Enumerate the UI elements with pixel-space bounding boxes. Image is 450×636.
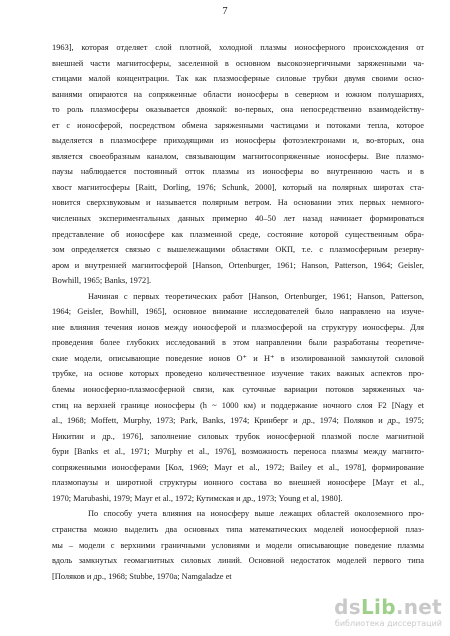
page-number: 7 xyxy=(222,6,228,17)
text-line: 1970; Marubashi, 1979; Mayr et al., 1972; Кутимская и др., 1973; Young et al, 1980]. xyxy=(52,493,343,503)
text-line: По способу учета влияния на ионосферу выше лежащих областей околоземного про- xyxy=(88,509,424,519)
text-line: проведения более глубоких исследований в этом направлении были разработаны теоретиче- xyxy=(52,338,424,348)
watermark-brand xyxy=(302,596,442,618)
text-line: является своеобразным каналом, связывающим магнитосопряженные ионосферы. Вне плазмо- xyxy=(52,151,424,161)
text-line: странства можно выделить два основных типа математических моделей ионосферной плаз- xyxy=(52,524,424,534)
text-line: ет с ионосферой, посредством обмена заряженными частицами и потоками тепла, которое xyxy=(52,120,424,130)
watermark-brand-suffix: .net xyxy=(395,595,442,619)
text-line: то роль плазмосферы оказывается двоякой: во-первых, она непосредственно взаимодейству- xyxy=(52,105,424,115)
text-line: 1963], которая отделяет слой плотной, холодной плазмы ионосферного происхождения от xyxy=(52,43,424,52)
text-line: плазмопаузы и широтной структуры ионного состава во внешней ионосфере [Mayr et al., xyxy=(52,478,424,488)
text-line: al., 1968; Moffett, Murphy, 1973; Park, Banks, 1974; Кринберг и др., 1974; Поляков и др., 1975; xyxy=(52,416,424,426)
text-line: Начиная с первых теоретических работ [Hanson, Ortenburger, 1961; Hanson, Patterson, xyxy=(88,291,424,301)
text-line: зом определяется связью с вышележащими областями ОКП, т.е. с плазмосферным резерву- xyxy=(52,245,424,255)
text-line: блемы ионосферно-плазмосферной связи, как суточные вариации потоков заряженных ча- xyxy=(52,385,424,395)
watermark-brand-prefix: ds xyxy=(334,595,361,619)
text-line: стицами малой концентрации. Так как плазмосферные силовые трубки двумя своими осно- xyxy=(52,74,424,84)
text-line: внешней части магнитосферы, заселенной в основном высокоэнергичными заряженными ча- xyxy=(52,58,424,68)
text-line: вдоль замкнутых геомагнитных силовых линий. Основной недостаток моделей первого типа xyxy=(52,556,424,566)
text-line: Bowhill, 1965; Banks, 1972]. xyxy=(52,276,152,286)
text-line: мы – модели с верхними граничными условиями и модели описывающие поведение плазмы xyxy=(52,540,424,550)
text-line: выделяется в плазмосфере приходящими из ионосферы фотоэлектронами и, во-вторых, она xyxy=(52,136,424,146)
dslib-watermark-logo xyxy=(302,596,442,632)
watermark-subtitle: библиотека диссертаций xyxy=(334,619,442,628)
text-line: ские модели, описывающие поведение ионов O⁺ и H⁺ в изолированной замкнутой силовой xyxy=(52,353,424,363)
body-text xyxy=(52,40,424,584)
text-line: аром и внутренней магнитосферой [Hanson, Ortenburger, 1961; Hanson, Patterson, 1964; Geisler, xyxy=(52,260,424,270)
text-line: стиц на верхней границе ионосферы (h ~ 1000 км) и поддержание ночного слоя F2 [Nagy et xyxy=(52,400,424,410)
text-line: представление об ионосфере как плазменной среде, состояние которой существенным обра- xyxy=(52,229,424,239)
text-line: новится сверхзвуковым и называется полярным ветром. На основании этих первых немного- xyxy=(52,198,424,208)
paragraph-model-types xyxy=(52,506,424,584)
text-line: ние влияния течения ионов между ионосферой и плазмосферой на структуру ионосферы. Для xyxy=(52,322,424,332)
text-line: [Поляков и др., 1968; Stubbe, 1970а; Namgaladze et xyxy=(52,571,232,581)
text-line: численных экспериментальных данных примерно 40–50 лет назад начинает формироваться xyxy=(52,214,424,224)
text-line: Никитин и др., 1976], заполнение силовых трубок ионосферной плазмой после магнитной xyxy=(52,431,424,441)
text-line: ваниями опираются на сопряженные области ионосферы в северном и южном полушариях, xyxy=(52,89,424,99)
text-line: паузы наблюдается постоянный отток плазмы из ионосферы во внутреннюю часть и в xyxy=(52,167,424,177)
text-line: бури [Banks et al., 1971; Murphy et al., 1976], возможность переноса плазмы между магнито- xyxy=(52,447,424,457)
text-line: хвост магнитосферы [Raitt, Dorling, 1976; Schunk, 2000], который на полярных широтах ста- xyxy=(52,182,424,192)
text-line: сопряженными ионосферами [Кол, 1969; Mayr et al., 1972; Bailey et al., 1978], формирование xyxy=(52,462,424,472)
paragraph-theoretical-works xyxy=(52,289,424,507)
text-line: трубке, на основе которых проведено количественное изучение таких важных аспектов про- xyxy=(52,369,424,379)
paragraph-continuation xyxy=(52,40,424,289)
watermark-brand-accent: Lib xyxy=(361,595,396,619)
text-line: 1964; Geisler, Bowhill, 1965], основное внимание исследователей было направлено на изуче- xyxy=(52,307,424,317)
